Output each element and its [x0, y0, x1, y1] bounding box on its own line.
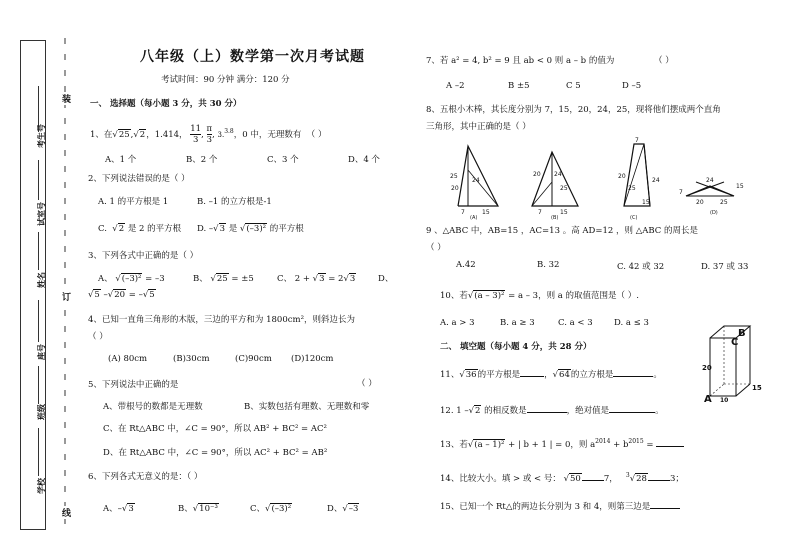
q9-option-a: A.42	[456, 260, 476, 270]
q1-option-b: B、2 个	[186, 155, 218, 165]
section2-heading: 二、 填空题（每小题 4 分，共 28 分）	[440, 342, 592, 352]
q1-stem: 1、在√25,√2，1.414， $\frac{11}{3}$ , $\frac{\pi}{3}$ , 3.$^{3.8}$，0 中，无理数有 （ ）	[90, 124, 327, 145]
section1-heading: 一、 选择题（每小题 3 分，共 30 分）	[90, 99, 242, 109]
q1-option-d: D、4 个	[348, 155, 380, 165]
q5-option-c: C、在 Rt△ABC 中，∠C = 90°，所以 AB² + BC² = AC²	[103, 424, 327, 434]
fig-d-tag: (D)	[710, 210, 718, 216]
q14-blank-2[interactable]	[648, 472, 670, 481]
q6-option-c: C、√(–3)²	[250, 504, 292, 514]
q4-option-c: (C)90cm	[235, 354, 272, 364]
fig-a-label-4: 7	[461, 209, 465, 216]
q6-option-d: D、√–3	[327, 504, 359, 514]
q4-option-b: (B)30cm	[173, 354, 210, 364]
q9-option-b: B. 32	[537, 260, 560, 270]
label-class: 班级	[36, 404, 46, 420]
q11-blank-2[interactable]	[613, 368, 653, 377]
q1-option-c: C、3 个	[267, 155, 299, 165]
q9-option-d: D. 37 或 33	[701, 262, 749, 272]
binding-ding: 订	[62, 290, 71, 303]
q3-option-d-label: D、	[378, 274, 394, 284]
figure-c	[618, 137, 660, 221]
q7-option-d: D –5	[622, 81, 642, 91]
q10-option-c: C. a < 3	[558, 318, 593, 328]
q10-option-a: A. a > 3	[440, 318, 475, 328]
q6-stem: 6、下列各式无意义的是：（ ）	[88, 472, 203, 482]
q2-option-b: B. –1 的立方根是-1	[197, 197, 272, 207]
exam-info: 考试时间：90 分钟 满分：120 分	[161, 75, 290, 85]
q13: 13、若√(a – 1)² + | b + 1 | = 0，则 $a^{2014} + b^{2015}$ =	[440, 438, 684, 450]
fig-c-tag: (C)	[630, 215, 638, 221]
fill-line-4	[38, 300, 39, 342]
q5-paren: （ ）	[357, 379, 377, 389]
q5-option-a: A、带根号的数都是无理数	[103, 402, 203, 412]
q3-option-a: A、 √(–3)² = –3	[98, 274, 165, 284]
q15-blank[interactable]	[650, 500, 680, 509]
q3-stem: 3、下列各式中正确的是（ ）	[88, 251, 199, 261]
q13-blank[interactable]	[656, 438, 684, 447]
q8-line2: 三角形，其中正确的是（ ）	[426, 122, 531, 132]
fig-b-label-3: 25	[560, 185, 568, 192]
fig-a-label-2: 20	[451, 185, 459, 192]
label-student-no: 考生号	[36, 124, 46, 148]
q11-blank-1[interactable]	[520, 368, 544, 377]
q6-option-b: B、√10⁻³	[178, 504, 218, 514]
q5-option-b: B、实数包括有理数、无理数和零	[244, 402, 370, 412]
binding-zhuang: 装	[62, 92, 71, 105]
label-room-no: 试室号	[36, 202, 46, 226]
q15: 15、已知一个 Rt△的两边长分别为 3 和 4，则第三边是	[440, 500, 680, 512]
fig-d-label-3: 20	[696, 199, 704, 206]
figure-a	[450, 146, 498, 221]
fig-d-label-4: 25	[720, 199, 728, 206]
fig-b-tag: (B)	[551, 215, 559, 221]
q10-stem: 10、若√(a – 3)² = a – 3，则 a 的取值范围是（ ）.	[440, 291, 639, 301]
q2-option-a: A. 1 的平方根是 1	[98, 197, 169, 207]
fig-a-label-5: 15	[482, 209, 490, 216]
fill-line-6	[38, 428, 39, 476]
q8-figures	[448, 137, 744, 221]
binding-dashed-line	[58, 38, 72, 526]
fig-b-label-4: 7	[538, 209, 542, 216]
q12-blank-2[interactable]	[609, 404, 655, 413]
figure-d	[679, 177, 744, 216]
label-school: 学校	[36, 478, 46, 494]
q5-stem: 5、下列说法中正确的是	[88, 380, 179, 390]
q10-option-b: B. a ≥ 3	[500, 318, 535, 328]
q4-line2: （ ）	[88, 332, 108, 342]
q12: 12. 1 –√2 的相反数是 ，绝对值是 。	[440, 406, 664, 416]
fig-c-label-4: 24	[652, 177, 660, 184]
q7-option-b: B ±5	[508, 81, 530, 91]
q3-option-b: B、 √25 = ±5	[193, 274, 254, 284]
q6-option-a: A、–√3	[103, 504, 134, 514]
q4-line1: 4、已知一直角三角形的木版，三边的平方和为 1800cm²，则斜边长为	[88, 315, 355, 325]
q11: 11、√36的平方根是 ，√64的立方根是 。	[440, 370, 662, 380]
q9-line1: 9 、△ABC 中，AB=15 ，AC=13 。高 AD=12 ，则 △ABC 的周长是	[426, 226, 698, 236]
q7-stem: 7、若 a² = 4, b² = 9 且 ab < 0 则 a – b 的值为	[426, 56, 615, 66]
q2-option-c: C. √2 是 2 的平方根	[98, 224, 182, 234]
fig-b-label-2: 24	[554, 171, 562, 178]
fill-line-5	[38, 366, 39, 404]
fig-a-label-1: 25	[450, 173, 458, 180]
fig-c-label-1: 7	[635, 137, 639, 144]
box-label-20: 20	[702, 364, 712, 372]
fill-line-2	[38, 160, 39, 200]
box-label-c: C	[731, 337, 739, 348]
q5-option-d: D、在 Rt△ABC 中，∠C = 90°，所以 AC² + BC² = AB²	[103, 448, 328, 458]
q7-option-a: A –2	[446, 81, 465, 91]
fig-d-label-5: 15	[736, 183, 744, 190]
fill-line-3	[38, 232, 39, 270]
q9-option-c: C. 42 或 32	[617, 262, 665, 272]
q10-option-d: D. a ≤ 3	[614, 318, 649, 328]
fig-c-label-3: 25	[628, 185, 636, 192]
q1-option-a: A、1 个	[105, 155, 137, 165]
fig-b-label-1: 20	[533, 171, 541, 178]
fig-b-label-5: 15	[560, 209, 568, 216]
exam-title: 八年级（上）数学第一次月考试题	[140, 49, 365, 65]
q4-option-a: (A) 80cm	[108, 354, 148, 364]
q8-line1: 8、五根小木棒，其长度分别为 7，15，20，24，25，现将他们摆成两个直角	[426, 105, 721, 115]
figure-b	[532, 152, 578, 221]
q4-option-d: (D)120cm	[291, 354, 334, 364]
q7-paren: （ ）	[654, 56, 674, 66]
q2-stem: 2、下列说法错误的是（ ）	[88, 174, 190, 184]
fig-c-label-5: 15	[642, 199, 650, 206]
q2-option-d: D. –√3 是 √(–3)² 的平方根	[197, 224, 304, 234]
q3-option-c: C、 2 + √3 = 2√3	[277, 274, 356, 284]
q7-option-c: C 5	[566, 81, 581, 91]
box-label-b: B	[738, 328, 746, 339]
binding-xian: 线	[62, 506, 71, 519]
box-label-10: 10	[720, 397, 729, 404]
label-seat: 座号	[36, 344, 46, 360]
fig-a-tag: (A)	[470, 215, 478, 221]
fig-c-label-2: 20	[618, 173, 626, 180]
q3-option-d: √5 –√20 = –√5	[88, 290, 155, 300]
q12-blank-1[interactable]	[527, 404, 567, 413]
box-figure	[700, 320, 770, 404]
box-label-a: A	[704, 394, 712, 405]
box-label-15: 15	[752, 384, 762, 392]
fig-d-label-2: 24	[706, 177, 714, 184]
q14: 14、比较大小。填 > 或 < 号： √50 7， $^3$√28 3；	[440, 472, 684, 484]
fig-a-label-3: 24	[472, 177, 480, 184]
fig-d-label-1: 7	[679, 189, 683, 196]
label-name: 姓名	[36, 272, 46, 288]
q14-blank-1[interactable]	[582, 472, 604, 481]
q9-line2: （ ）	[426, 243, 446, 253]
